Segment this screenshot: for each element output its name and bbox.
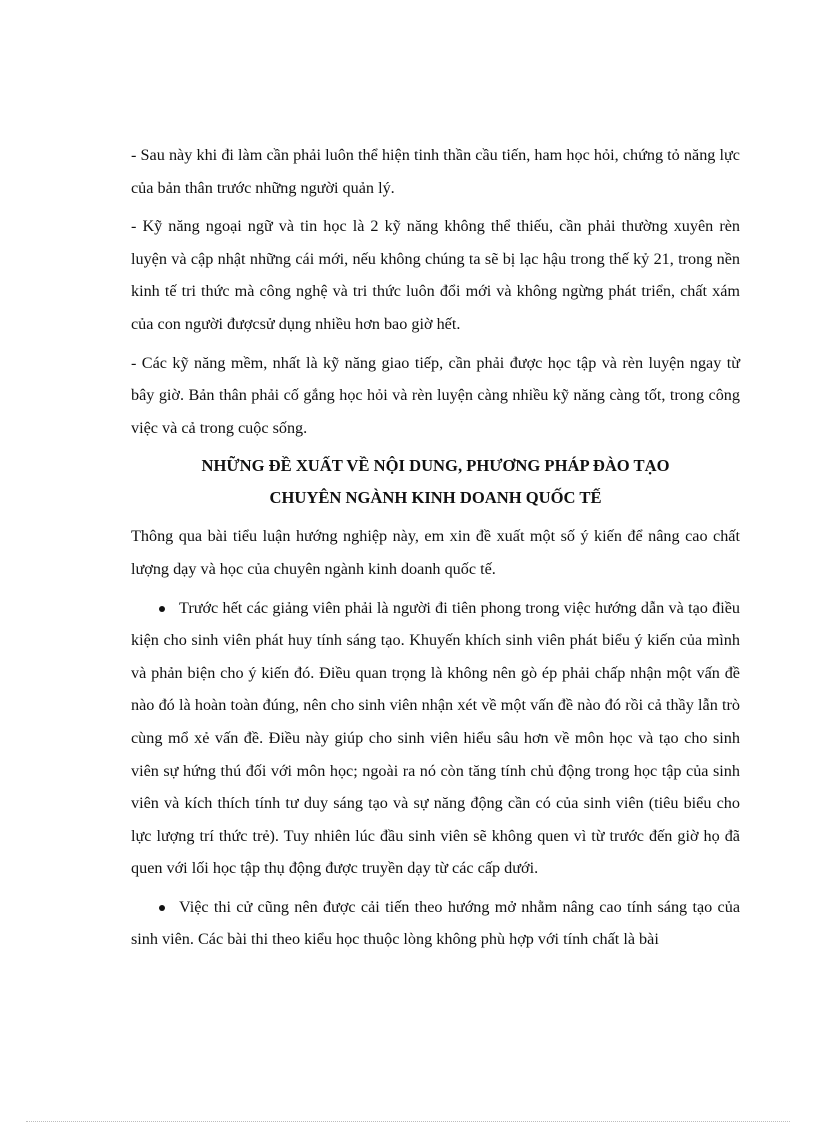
document-page [131,139,740,962]
bullet-item-teaching [131,592,740,885]
section-heading-line-1: NHỮNG ĐỀ XUẤT VỀ NỘI DUNG, PHƯƠNG PHÁP ĐÀO TẠO [201,456,670,476]
bullet-text-teaching: Trước hết các giảng viên phải là người đi tiên phong trong việc hướng dẫn và tạo điều kiện cho sinh viên phát huy tính sáng tạo. Khuyến khích sinh viên phát biểu ý kiến của mình và phản biện cho ý kiến đó. Điều quan trọng là không nên gò ép phải chấp nhận một vấn đề nào đó là hoàn toàn đúng, nên cho sinh viên nhận xét về một vấn đề nào đó rồi cả thầy lẫn trò cùng mổ xẻ vấn đề. Điều này giúp cho sinh viên hiểu sâu hơn về môn học và tạo cho sinh viên sự hứng thú đối với môn học; ngoài ra nó còn tăng tính chủ động trong học tập của sinh viên và kích thích tính tư duy sáng tạo và sự năng động cần có của sinh viên (tiêu biểu cho lực lượng trí thức trẻ). Tuy nhiên lúc đầu sinh viên sẽ không quen vì từ trước đến giờ họ đã quen với lối học tập thụ động được truyền dạy từ các cấp dưới. [131,598,740,878]
paragraph-soft-skills: - Các kỹ năng mềm, nhất là kỹ năng giao tiếp, cần phải được học tập và rèn luyện ngay từ bây giờ. Bản thân phải cố gắng học hỏi và rèn luyện càng nhiều kỹ năng càng tốt, trong công việc và cả trong cuộc sống. [131,353,740,437]
bullet-dot-icon [159,606,165,612]
page-footer-divider [26,1121,790,1122]
bullet-dot-icon [159,905,165,911]
bullet-item-exams [131,891,740,956]
paragraph-language-it-skills: - Kỹ năng ngoại ngữ và tin học là 2 kỹ năng không thể thiếu, cần phải thường xuyên rèn luyện và cập nhật những cái mới, nếu không chúng ta sẽ bị lạc hậu trong thế kỷ 21, trong nền kinh tế tri thức mà công nghệ và tri thức luôn đổi mới và không ngừng phát triển, chất xám của con người đượcsử dụng nhiều hơn bao giờ hết. [131,217,740,333]
section-heading [131,450,740,514]
bullet-text-exams: Việc thi cử cũng nên được cải tiến theo hướng mở nhằm nâng cao tính sáng tạo của sinh viên. Các bài thi theo kiểu học thuộc lòng không phù hợp với tính chất là bài [131,897,740,949]
paragraph-career-attitude: - Sau này khi đi làm cần phải luôn thể hiện tinh thần cầu tiến, ham học hỏi, chứng tỏ năng lực của bản thân trước những người quản lý. [131,146,740,197]
paragraph-intro: Thông qua bài tiểu luận hướng nghiệp này, em xin đề xuất một số ý kiến để nâng cao chất lượng dạy và học của chuyên ngành kinh doanh quốc tế. [131,527,740,578]
section-heading-line-2: CHUYÊN NGÀNH KINH DOANH QUỐC TẾ [269,488,602,508]
